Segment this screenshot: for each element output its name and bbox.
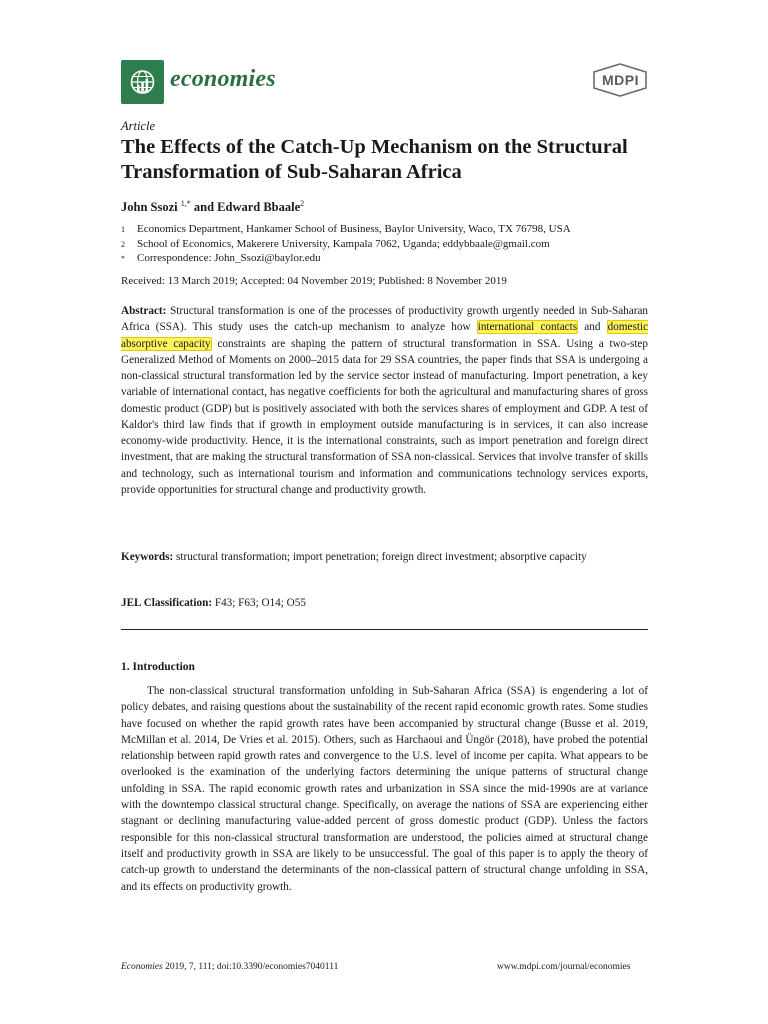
footer-journal: Economies — [121, 962, 163, 972]
author-list — [121, 199, 304, 215]
footer-citation-text: 2019, 7, 111; doi:10.3390/economies7040111 — [165, 962, 339, 972]
abstract-text: Structural transformation is one of the processes of productivity growth urgently needed in Sub-Saharan Africa (SSA). This study uses the catch-up mechanism to analyze how — [121, 305, 649, 334]
abstract — [121, 303, 648, 498]
footer-url[interactable]: www.mdpi.com/journal/economies — [497, 962, 631, 972]
publication-dates: Received: 13 March 2019; Accepted: 04 November 2019; Published: 8 November 2019 — [121, 275, 507, 287]
journal-name: economies — [170, 66, 276, 92]
journal-logo-icon — [121, 60, 164, 104]
affiliation-mark: 2 — [121, 240, 125, 249]
abstract-text: constraints are shaping the pattern of structural transformation in SSA. Using a two-step Generalized Method of Moments on 2000–2015 data for 29 SSA countries, the paper finds that SSA is undergoing a non-classical structural transformation led by the service sector instead of manufacturing. Import penetration, a key variable of international contact, has negative coefficients for both the agricultural and manufacturing shares of gross domestic product (GDP) but is positively associated with both the services shares of employment and GDP. A test of Kaldor's third law finds that if growth in employment outside manufacturing is in services, it can also increase economy-wide productivity. Hence, it is the international constraints, such as import penetration and foreign direct investment, that are making the structural transformation of SSA non-classical. Services that involve transfer of skills and technology, such as international tourism and information and communications technology services exports, provide opportunities for structural change and productivity growth. — [121, 337, 648, 496]
affiliation-mark: * — [121, 254, 125, 263]
affiliation-text: School of Economics, Makerere University, Kampala 7062, Uganda; eddybbaale@gmail.com — [137, 238, 550, 250]
jel-label: JEL Classification: — [121, 597, 213, 609]
abstract-text: and — [584, 321, 601, 334]
affiliation-text: Economics Department, Hankamer School of Business, Baylor University, Waco, TX 76798, USA — [137, 223, 571, 235]
author-affiliation-mark: 1,* — [180, 199, 191, 208]
jel-classification — [121, 597, 306, 609]
section-divider — [121, 629, 648, 630]
keywords — [121, 549, 648, 566]
keywords-text: structural transformation; import penetration; foreign direct investment; absorptive capacity — [176, 551, 587, 563]
article-type: Article — [121, 119, 156, 133]
affiliation-text: Correspondence: John_Ssozi@baylor.edu — [137, 252, 321, 264]
affiliation-item — [121, 222, 571, 237]
highlighted-phrase[interactable]: international contacts — [477, 321, 578, 334]
footer-citation — [121, 962, 338, 972]
author-name: John Ssozi — [121, 200, 178, 215]
introduction-paragraph: The non-classical structural transformation unfolding in Sub-Saharan Africa (SSA) is engendering a lot of policy debates, and raising questions about the sustainability of the recent rapid economic growth rates. Some studies have focused on whether the rapid growth rates have been accompanied by structural change (Busse et al. 2019, McMillan et al. 2014, De Vries et al. 2015). Others, such as Harchaoui and Üngör (2018), have probed the potential relationship between rapid growth rates and convergence to the U.S. level of income per capita. What appears to be overlooked is the examination of the underlying factors determining the unique patterns of structural change unfolding in SSA. The rapid economic growth rates and urbanization in SSA since the mid-1990s are at variance with the downtempo classical structural change. Specifically, on average the nations of SSA are experiencing either stagnant or declining manufacturing value-added percent of gross domestic product (GDP). Unless the factors responsible for this non-classical structural transformation are understood, the policies aimed at structural change itself and productivity growth in SSA are likely to be unsuccessful. The goal of this paper is to apply the theory of catch-up growth to understand the determinants of the non-classical pattern of structural change unfolding in SSA, and its effects on productivity growth. — [121, 685, 648, 893]
abstract-label: Abstract: — [121, 305, 167, 317]
paper-title: The Effects of the Catch-Up Mechanism on the Structural Transformation of Sub-Saharan Africa — [121, 136, 628, 183]
correspondence-item — [121, 251, 321, 266]
highlighted-phrase[interactable]: domestic absorptive capacity — [121, 321, 649, 350]
author-affiliation-mark: 2 — [300, 199, 305, 208]
section-heading: 1. Introduction — [121, 661, 195, 673]
author-conjunction: and — [193, 200, 215, 215]
affiliation-item — [121, 237, 550, 252]
publisher-logo-text: MDPI — [602, 72, 639, 88]
affiliation-mark: 1 — [121, 225, 125, 234]
keywords-label: Keywords: — [121, 551, 174, 563]
jel-codes: F43; F63; O14; O55 — [214, 597, 306, 609]
author-name: Edward Bbaale — [217, 200, 301, 215]
